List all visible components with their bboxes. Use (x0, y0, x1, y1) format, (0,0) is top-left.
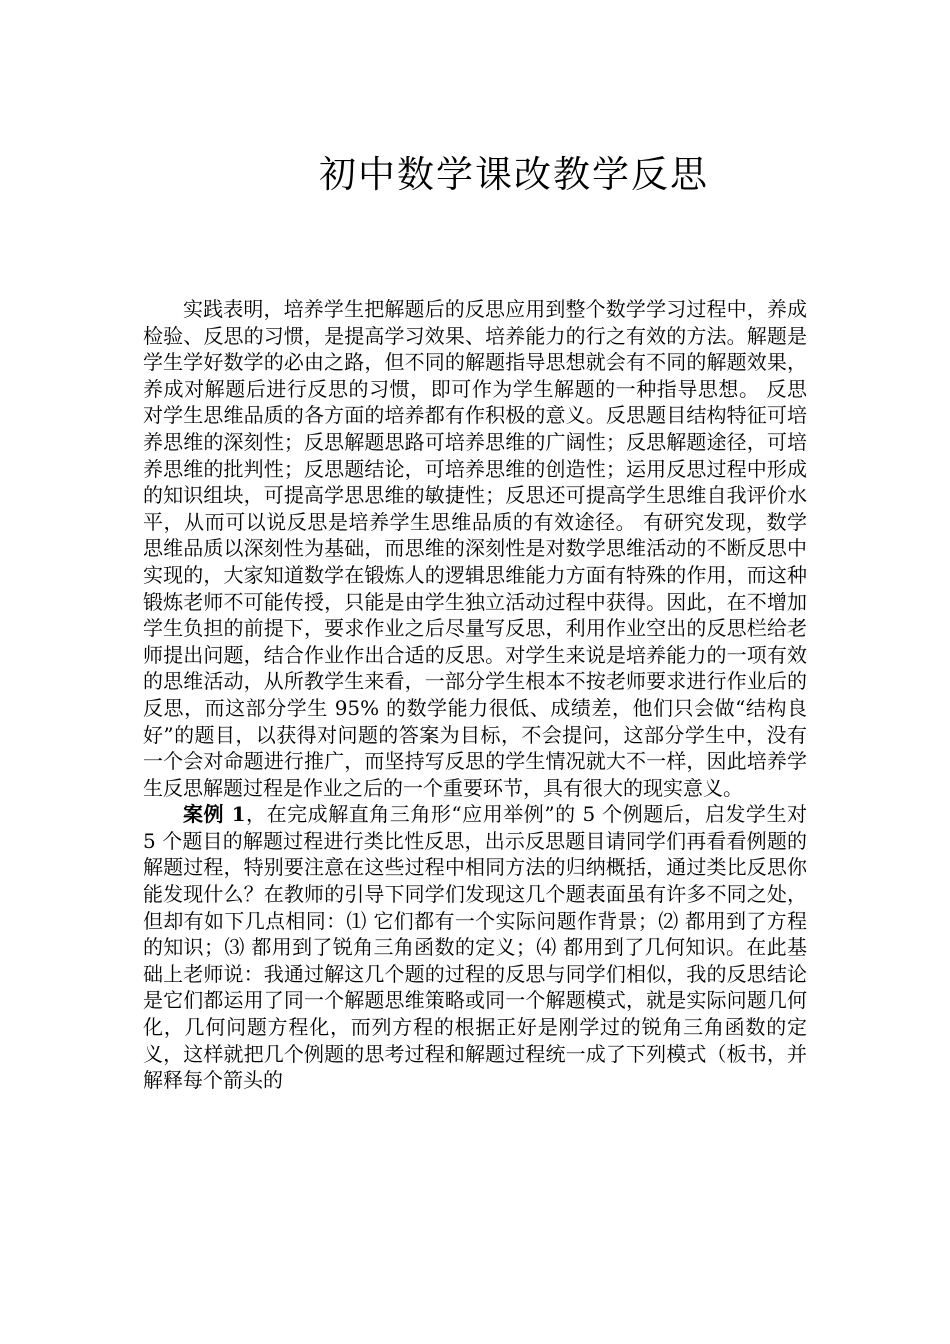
case-1-label: 案例 1 (183, 802, 246, 827)
paragraph-case-1 (143, 801, 807, 1094)
document-title: 初中数学课改教学反思 (319, 152, 709, 196)
document-body (143, 296, 807, 1094)
case-1-text: ，在完成解直角三角形“应用举例”的 5 个例题后，启发学生对 5 个题目的解题过程进行类比性反思，出示反思题目请同学们再看看例题的解题过程，特别要注意在这些过程中相同方法的归纳概括，通过类比反思你能发现什么？在教师的引导下同学们发现这几个题表面虽有许多不同之处，但却有如下几点相同：⑴ 它们都有一个实际问题作背景；⑵ 都用到了方程的知识；⑶ 都用到了锐角三角函数的定义；⑷ 都用到了几何知识。在此基础上老师说：我通过解这几个题的过程的反思与同学们相似，我的反思结论是它们都运用了同一个解题思维策略或同一个解题模式，就是实际问题几何化，几何问题方程化，而列方程的根据正好是刚学过的锐角三角函数的定义，这样就把几个例题的思考过程和解题过程统一成了下列模式（板书，并解释每个箭头的 (143, 802, 807, 1093)
paragraph-intro: 实践表明，培养学生把解题后的反思应用到整个数学学习过程中，养成检验、反思的习惯，是提高学习效果、培养能力的行之有效的方法。解题是学生学好数学的必由之路，但不同的解题指导思想就会有不同的解题效果，养成对解题后进行反思的习惯，即可作为学生解题的一种指导思想。 反思对学生思维品质的各方面的培养都有作积极的意义。反思题目结构特征可培养思维的深刻性；反思解题思路可培养思维的广阔性；反思解题途径，可培养思维的批判性；反思题结论，可培养思维的创造性；运用反思过程中形成的知识组块，可提高学思思维的敏捷性；反思还可提高学生思维自我评价水平，从而可以说反思是培养学生思维品质的有效途径。 有研究发现，数学思维品质以深刻性为基础，而思维的深刻性是对数学思维活动的不断反思中实现的，大家知道数学在锻炼人的逻辑思维能力方面有特殊的作用，而这种锻炼老师不可能传授，只能是由学生独立活动过程中获得。因此，在不增加学生负担的前提下，要求作业之后尽量写反思，利用作业空出的反思栏给老师提出问题，结合作业作出合适的反思。对学生来说是培养能力的一项有效的思维活动，从所教学生来看，一部分学生根本不按老师要求进行作业后的反思，而这部分学生 95% 的数学能力很低、成绩差，他们只会做“结构良好”的题目，以获得对问题的答案为目标，不会提问，这部分学生中，没有一个会对命题进行推广，而坚持写反思的学生情况就大不一样，因此培养学生反思解题过程是作业之后的一个重要环节，具有很大的现实意义。 (143, 297, 807, 800)
